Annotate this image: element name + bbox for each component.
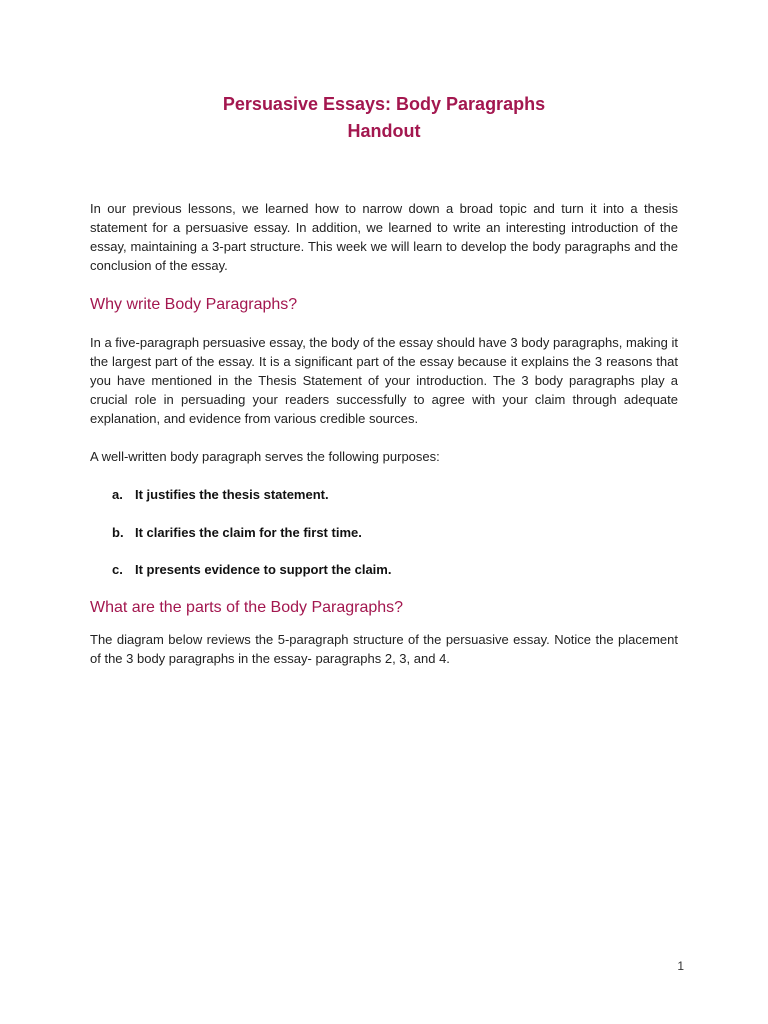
list-item-text: It presents evidence to support the claim. [135, 562, 392, 577]
list-marker: b. [112, 524, 124, 540]
purposes-list [90, 485, 678, 598]
intro-paragraph: In our previous lessons, we learned how to narrow down a broad topic and turn it into a thesis statement for a persuasive essay. In addition, we learned to write an interesting introduction of the essay, maintaining a 3-part structure. This week we will learn to develop the body paragraphs and the conclusion of the essay. [90, 201, 678, 273]
section-heading-parts: What are the parts of the Body Paragraphs? [90, 599, 404, 616]
list-item-text: It clarifies the claim for the first time. [135, 524, 362, 540]
list-item-text: It justifies the thesis statement. [135, 487, 329, 502]
diagram-intro-paragraph: The diagram below reviews the 5-paragraph structure of the persuasive essay. Notice the placement of the 3 body paragraphs in the essay- paragraphs 2, 3, and 4. [90, 632, 678, 666]
list-item [90, 485, 678, 523]
document-title: Persuasive Essays: Body Paragraphs [222, 94, 546, 114]
purposes-intro: A well-written body paragraph serves the following purposes: [90, 449, 440, 464]
list-item [90, 523, 678, 561]
list-item [90, 560, 678, 598]
document-subtitle: Handout [347, 121, 421, 141]
list-marker: c. [112, 562, 123, 577]
page-number: 1 [677, 959, 684, 973]
section-heading-why: Why write Body Paragraphs? [90, 296, 298, 313]
body-paragraph-purpose: In a five-paragraph persuasive essay, the body of the essay should have 3 body paragraphs, making it the largest part of the essay. It is a significant part of the essay because it explains the 3 reasons that you have mentioned in the Thesis Statement of your introduction. The 3 body paragraphs play a crucial role in persuading your readers successfully to agree with your claim through adequate explanation, and evidence from various credible sources. [90, 335, 679, 426]
list-marker: a. [112, 487, 123, 502]
